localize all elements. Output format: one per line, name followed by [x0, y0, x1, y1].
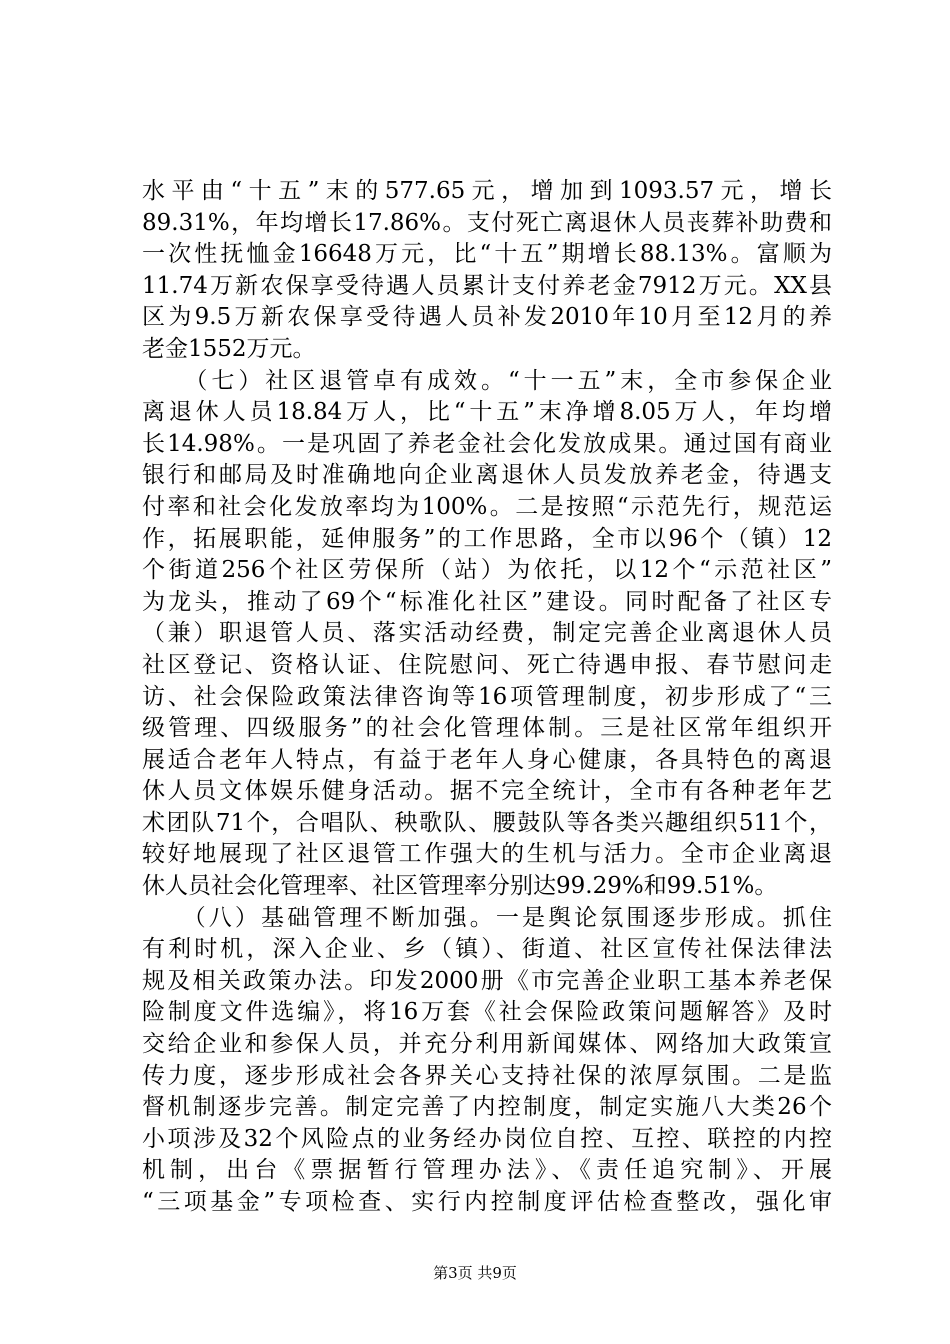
text-line: “三项基金”专项检查、实行内控制度评估检查整改，强化审 [142, 1189, 832, 1215]
text-line: 老金1552万元。 [142, 335, 316, 362]
text-line: 督机制逐步完善。制定完善了内控制度，制定实施八大类26个 [142, 1094, 832, 1121]
text-line: 传力度，逐步形成社会各界关心支持社保的浓厚氛围。二是监 [142, 1062, 832, 1089]
text-line: 社区登记、资格认证、住院慰问、死亡待遇申报、春节慰问走 [142, 651, 832, 678]
text-line: 11.74万新农保享受待遇人员累计支付养老金7912万元。XX县 [142, 272, 832, 299]
text-line: 休人员社会化管理率、社区管理率分别达99.29%和99.51%。 [142, 873, 778, 900]
text-line: 离退休人员18.84万人，比“十五”末净增8.05万人，年均增 [142, 399, 832, 426]
text-line: 较好地展现了社区退管工作强大的生机与活力。全市企业离退 [142, 841, 832, 868]
text-line: 付率和社会化发放率均为100%。二是按照“示范先行，规范运 [142, 493, 832, 520]
text-line: 小项涉及32个风险点的业务经办岗位自控、互控、联控的内控 [142, 1125, 832, 1152]
text-line: 展适合老年人特点，有益于老年人身心健康，各具特色的离退 [142, 746, 832, 773]
text-line: （八）基础管理不断加强。一是舆论氛围逐步形成。抓住 [142, 904, 832, 931]
text-line: 交给企业和参保人员，并充分利用新闻媒体、网络加大政策宣 [142, 1031, 832, 1058]
text-line: 险制度文件选编》，将16万套《社会保险政策问题解答》及时 [142, 999, 832, 1026]
text-line: 有利时机，深入企业、乡（镇）、街道、社区宣传社保法律法 [142, 936, 832, 963]
text-line: 规及相关政策办法。印发2000册《市完善企业职工基本养老保 [142, 967, 832, 994]
text-line: （兼）职退管人员、落实活动经费，制定完善企业离退休人员 [142, 620, 832, 647]
text-line: 89.31%，年均增长17.86%。支付死亡离退休人员丧葬补助费和 [142, 209, 832, 236]
text-line: 水平由“十五”末的577.65元，增加到1093.57元，增长 [142, 178, 832, 204]
text-line: 长14.98%。一是巩固了养老金社会化发放成果。通过国有商业 [142, 430, 832, 457]
document-body [142, 176, 832, 1219]
text-line: （七）社区退管卓有成效。“十一五”末，全市参保企业 [142, 367, 832, 394]
text-line: 机制，出台《票据暂行管理办法》、《责任追究制》、开展 [142, 1157, 832, 1184]
text-line: 为龙头，推动了69个“标准化社区”建设。同时配备了社区专 [142, 588, 832, 615]
text-line: 访、社会保险政策法律咨询等16项管理制度，初步形成了“三 [142, 683, 832, 710]
text-line: 个街道256个社区劳保所（站）为依托，以12个“示范社区” [142, 557, 832, 584]
page-number-footer: 第3页 共9页 [433, 1264, 517, 1282]
text-line: 休人员文体娱乐健身活动。据不完全统计，全市有各种老年艺 [142, 778, 832, 805]
text-line: 级管理、四级服务”的社会化管理体制。三是社区常年组织开 [142, 715, 832, 742]
text-line: 作，拓展职能，延伸服务”的工作思路，全市以96个（镇）12 [142, 525, 832, 552]
text-line: 区为9.5万新农保享受待遇人员补发2010年10月至12月的养 [142, 304, 832, 331]
text-line: 银行和邮局及时准确地向企业离退休人员发放养老金，待遇支 [142, 462, 832, 489]
text-line: 一次性抚恤金16648万元，比“十五”期增长88.13%。富顺为 [142, 241, 832, 268]
text-line: 术团队71个，合唱队、秧歌队、腰鼓队等各类兴趣组织511个， [142, 809, 832, 836]
